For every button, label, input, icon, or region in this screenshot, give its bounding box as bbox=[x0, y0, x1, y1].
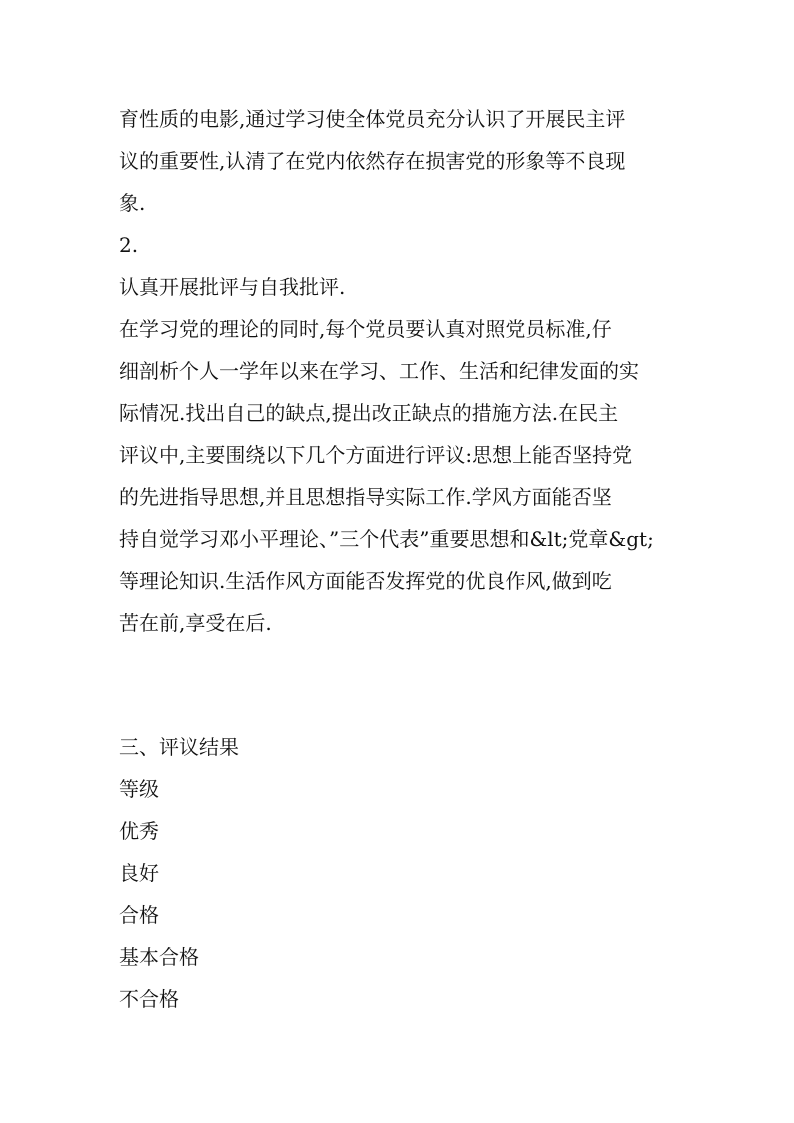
paragraph-line: 等理论知识.生活作风方面能否发挥党的优良作风,做到吃 bbox=[119, 569, 612, 593]
document-body bbox=[119, 98, 679, 1020]
paragraph-line: 细剖析个人一学年以来在学习、工作、生活和纪律发面的实 bbox=[119, 359, 639, 383]
item-number: 2. bbox=[119, 233, 139, 257]
paragraph-line: 议的重要性,认清了在党内依然存在损害党的形象等不良现 bbox=[119, 149, 626, 173]
blank-space bbox=[119, 644, 679, 726]
grade-item: 合格 bbox=[119, 903, 159, 927]
grade-item: 不合格 bbox=[119, 987, 179, 1011]
paragraph-line: 持自觉学习邓小平理论、”三个代表”重要思想和&lt;党章&gt; bbox=[119, 527, 654, 551]
paragraph-line: 在学习党的理论的同时,每个党员要认真对照党员标准,仔 bbox=[119, 317, 612, 341]
grade-item: 优秀 bbox=[119, 819, 159, 843]
paragraph-line: 育性质的电影,通过学习使全体党员充分认识了开展民主评 bbox=[119, 107, 626, 131]
item-heading: 认真开展批评与自我批评. bbox=[119, 275, 346, 299]
paragraph-line: 评议中,主要围绕以下几个方面进行评议:思想上能否坚持党 bbox=[119, 443, 633, 467]
grade-header: 等级 bbox=[119, 777, 159, 801]
grade-item: 良好 bbox=[119, 861, 159, 885]
paragraph-line: 苦在前,享受在后. bbox=[119, 611, 272, 635]
grade-item: 基本合格 bbox=[119, 945, 199, 969]
paragraph-line: 象. bbox=[119, 191, 146, 215]
paragraph-line: 的先进指导思想,并且思想指导实际工作.学风方面能否坚 bbox=[119, 485, 612, 509]
paragraph-line: 际情况.找出自己的缺点,提出改正缺点的措施方法.在民主 bbox=[119, 401, 619, 425]
section-title: 三、评议结果 bbox=[119, 735, 239, 759]
